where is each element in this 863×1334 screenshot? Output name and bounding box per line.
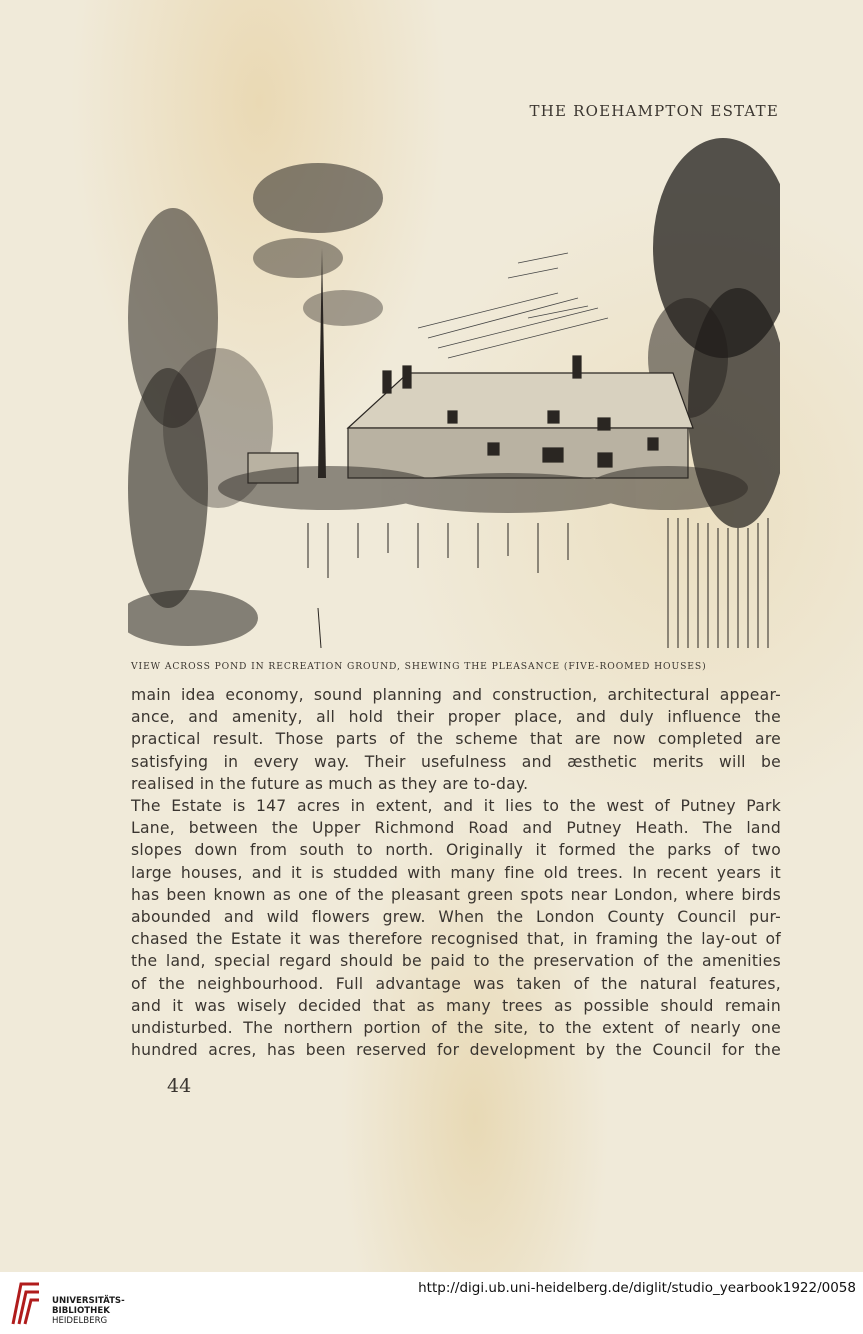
- library-logo[interactable]: [9, 1280, 125, 1328]
- text-line: The Estate is 147 acres in extent, and it lies to the west of Putney Park: [131, 797, 781, 816]
- text-line: undisturbed. The northern portion of the site, to the extent of nearly one: [131, 1019, 781, 1038]
- logo-line: BIBLIOTHEK: [52, 1306, 110, 1316]
- text-line: ance, and amenity, all hold their proper place, and duly influence the: [131, 708, 781, 727]
- text-line: realised in the future as much as they are to-day.: [131, 774, 529, 793]
- source-url-link[interactable]: http://digi.ub.uni-heidelberg.de/diglit/studio_yearbook1922/0058: [418, 1280, 856, 1296]
- sky-hatching: [418, 253, 608, 358]
- logo-line: HEIDELBERG: [52, 1316, 108, 1326]
- library-logo-text: [52, 1296, 125, 1326]
- left-trees: [128, 208, 273, 608]
- text-line: Lane, between the Upper Richmond Road and Putney Heath. The land: [131, 819, 781, 838]
- library-logo-icon: [9, 1280, 43, 1328]
- foreground-foliage: [128, 590, 258, 646]
- text-line: main idea economy, sound planning and construction, architectural appear-: [131, 686, 781, 704]
- text-line: of the neighbourhood. Full advantage was taken of the natural features,: [131, 974, 781, 993]
- text-line: chased the Estate it was therefore recognised that, in framing the lay-out of: [131, 930, 781, 949]
- text-line: the land, special regard should be paid to the preservation of the amenities: [131, 952, 781, 971]
- pond-reflections: [308, 518, 768, 648]
- text-line: abounded and wild flowers grew. When the London County Council pur-: [131, 908, 781, 927]
- text-line: practical result. Those parts of the scheme that are now completed are: [131, 730, 781, 749]
- body-text: [131, 684, 781, 1061]
- figure-caption: VIEW ACROSS POND IN RECREATION GROUND, SHEWING THE PLEASANCE (FIVE-ROOMED HOUSES): [131, 661, 707, 672]
- running-head: THE ROEHAMPTON ESTATE: [529, 102, 779, 120]
- pen-drawing-illustration: [128, 128, 780, 653]
- text-line: has been known as one of the pleasant green spots near London, where birds: [131, 885, 781, 904]
- text-line: and it was wisely decided that as many trees as possible should remain: [131, 996, 781, 1015]
- houses: [248, 356, 693, 483]
- text-line: slopes down from south to north. Originally it formed the parks of two: [131, 841, 781, 860]
- text-line: hundred acres, has been reserved for development by the Council for the: [131, 1041, 781, 1060]
- text-line: satisfying in every way. Their usefulness and æsthetic merits will be: [131, 752, 781, 771]
- page-number: 44: [167, 1075, 192, 1097]
- logo-line: UNIVERSITÄTS-: [52, 1296, 125, 1306]
- text-line: large houses, and it is studded with many fine old trees. In recent years it: [131, 863, 781, 882]
